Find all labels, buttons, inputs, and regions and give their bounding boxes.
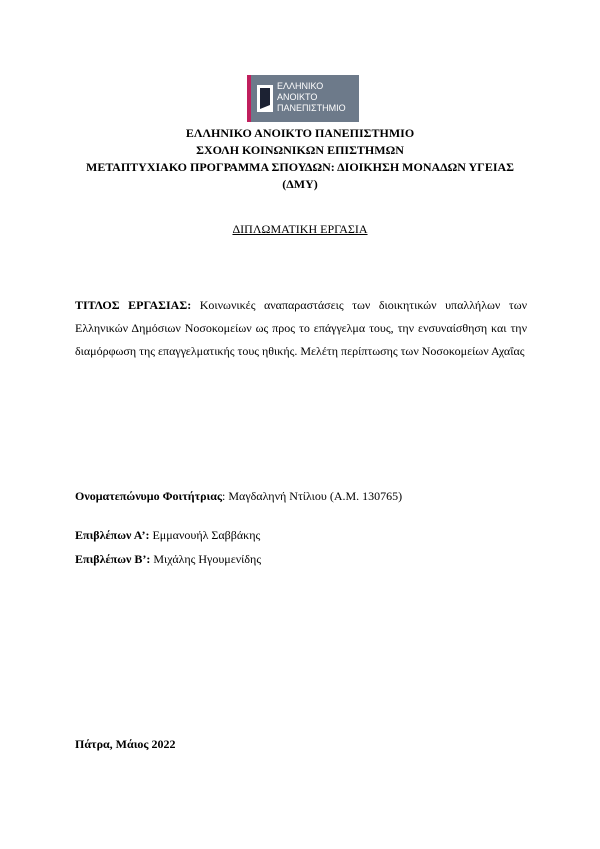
thesis-title-text: Κοινωνικές αναπαραστάσεις των διοικητικών υπαλλήλων των Ελληνικών Δημόσιων Νοσοκομείων ως προς το επάγγελμα τους, την ενσυναίσθηση και την διαμόρφωση της επαγγελματικής τους ηθικής. Μελέτη περίπτωσης των Νοσοκομείων Αχαΐας <box>75 298 528 358</box>
thesis-title-label: ΤΙΤΛΟΣ ΕΡΓΑΣΙΑΣ: <box>75 298 192 312</box>
supervisor-a-label: Επιβλέπων Α’: <box>75 528 150 542</box>
student-label: Ονοματεπώνυμο Φοιτήτριας <box>75 489 223 503</box>
supervisor-a-value: Εμμανουήλ Σαββάκης <box>149 528 261 542</box>
supervisor-b-label: Επιβλέπων Β’: <box>75 552 151 566</box>
school-name: ΣΧΟΛΗ ΚΟΙΝΩΝΙΚΩΝ ΕΠΙΣΤΗΜΩΝ <box>196 143 404 157</box>
logo-line-3: ΠΑΝΕΠΙΣΤΗΜΙΟ <box>277 103 346 113</box>
logo-accent-bar <box>247 75 251 122</box>
program-abbreviation: (ΔΜΥ) <box>282 177 318 191</box>
logo-text <box>277 81 357 114</box>
place-date: Πάτρα, Μάιος 2022 <box>75 737 176 751</box>
supervisor-b-line <box>75 552 261 567</box>
student-value: : Μαγδαληνή Ντίλιου (Α.Μ. 130765) <box>222 489 403 503</box>
thesis-title <box>75 294 527 363</box>
student-line <box>75 489 402 504</box>
supervisor-b-value: Μιχάλης Ηγουμενίδης <box>150 552 262 566</box>
logo-line-2: ΑΝΟΙΚΤΟ <box>277 92 318 102</box>
program-name: ΜΕΤΑΠΤΥΧΙΑΚΟ ΠΡΟΓΡΑΜΜΑ ΣΠΟΥΔΩΝ: ΔΙΟΙΚΗΣΗ ΜΟΝΑΔΩΝ ΥΓΕΙΑΣ <box>86 160 514 174</box>
university-name: ΕΛΛΗΝΙΚΟ ΑΝΟΙΚΤΟ ΠΑΝΕΠΙΣΤΗΜΙΟ <box>185 126 415 140</box>
supervisor-a-line <box>75 528 260 543</box>
university-logo <box>247 75 359 122</box>
logo-line-1: ΕΛΛΗΝΙΚΟ <box>277 81 324 91</box>
thesis-heading: ΔΙΠΛΩΜΑΤΙΚΗ ΕΡΓΑΣΙΑ <box>232 222 368 236</box>
book-icon <box>257 85 273 112</box>
